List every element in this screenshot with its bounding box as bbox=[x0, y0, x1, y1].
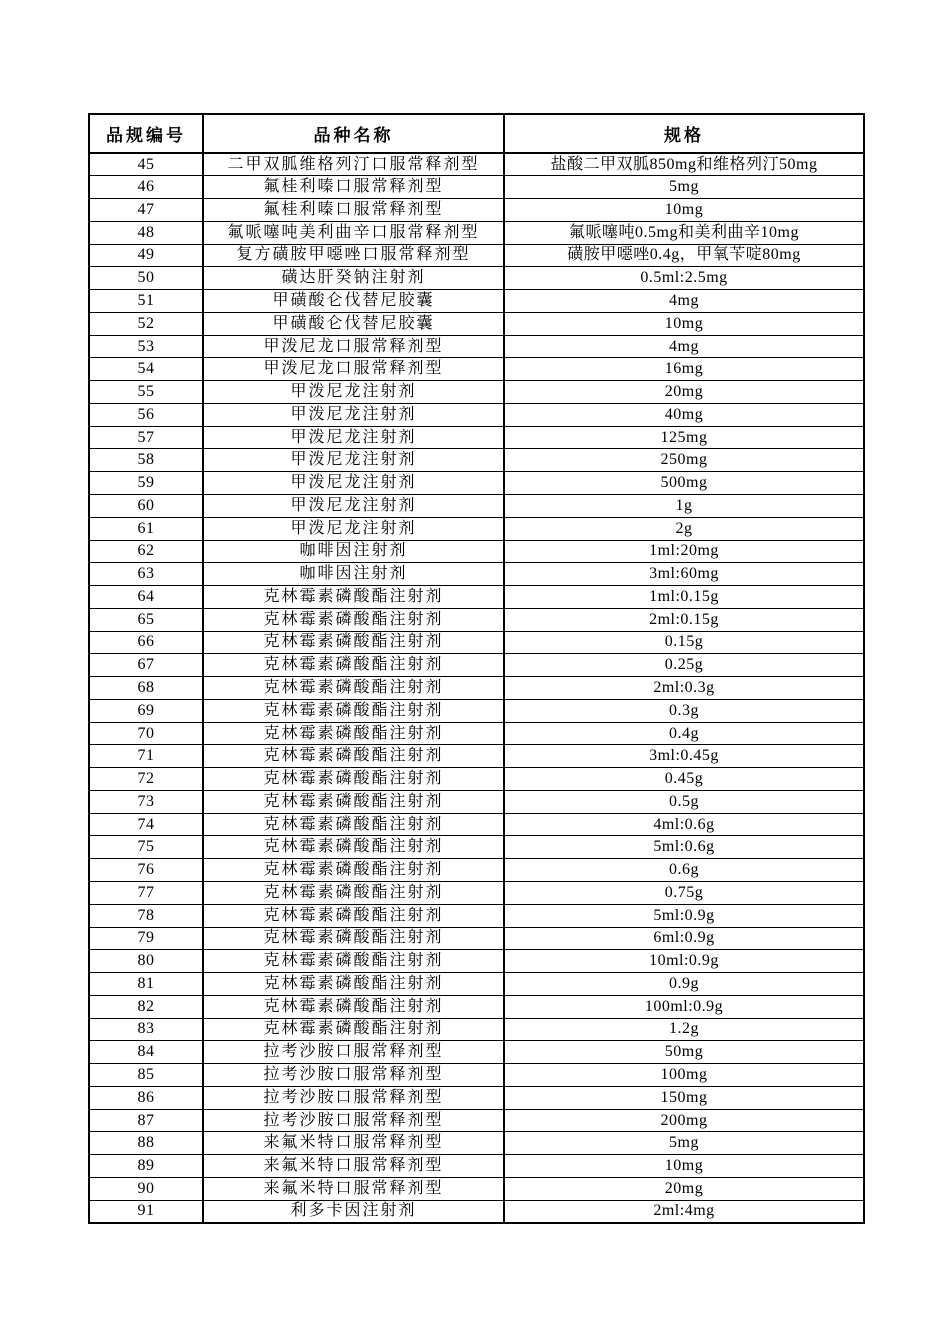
table-header bbox=[89, 114, 864, 153]
table-row bbox=[89, 699, 864, 722]
table-row bbox=[89, 221, 864, 244]
table-row bbox=[89, 768, 864, 791]
table-row bbox=[89, 859, 864, 882]
specification-cell: 4ml:0.6g bbox=[504, 813, 864, 836]
spec-id-cell: 68 bbox=[89, 677, 203, 700]
specification-cell: 0.3g bbox=[504, 699, 864, 722]
table-row bbox=[89, 335, 864, 358]
product-name-cell: 甲泼尼龙注射剂 bbox=[203, 517, 504, 540]
product-name-cell: 克林霉素磷酸酯注射剂 bbox=[203, 722, 504, 745]
table-row bbox=[89, 745, 864, 768]
specification-cell: 6ml:0.9g bbox=[504, 927, 864, 950]
product-name-cell: 甲泼尼龙注射剂 bbox=[203, 426, 504, 449]
table-row bbox=[89, 995, 864, 1018]
product-name-cell: 克林霉素磷酸酯注射剂 bbox=[203, 768, 504, 791]
product-name-cell: 克林霉素磷酸酯注射剂 bbox=[203, 1018, 504, 1041]
specification-cell: 1ml:0.15g bbox=[504, 586, 864, 609]
spec-id-cell: 87 bbox=[89, 1109, 203, 1132]
product-name-cell: 克林霉素磷酸酯注射剂 bbox=[203, 859, 504, 882]
spec-id-cell: 81 bbox=[89, 973, 203, 996]
product-name-cell: 克林霉素磷酸酯注射剂 bbox=[203, 813, 504, 836]
table-row bbox=[89, 517, 864, 540]
product-name-cell: 甲泼尼龙注射剂 bbox=[203, 494, 504, 517]
product-name-cell: 甲泼尼龙注射剂 bbox=[203, 381, 504, 404]
table-row bbox=[89, 836, 864, 859]
table-row bbox=[89, 381, 864, 404]
product-name-cell: 克林霉素磷酸酯注射剂 bbox=[203, 882, 504, 905]
table-row bbox=[89, 290, 864, 313]
spec-id-cell: 47 bbox=[89, 199, 203, 222]
product-name-cell: 甲泼尼龙注射剂 bbox=[203, 472, 504, 495]
specification-cell: 0.25g bbox=[504, 654, 864, 677]
spec-id-cell: 72 bbox=[89, 768, 203, 791]
table-row bbox=[89, 472, 864, 495]
specification-cell: 150mg bbox=[504, 1086, 864, 1109]
table-row bbox=[89, 790, 864, 813]
spec-id-cell: 67 bbox=[89, 654, 203, 677]
table-row bbox=[89, 1132, 864, 1155]
product-name-cell: 克林霉素磷酸酯注射剂 bbox=[203, 586, 504, 609]
spec-id-cell: 53 bbox=[89, 335, 203, 358]
specification-cell: 10mg bbox=[504, 312, 864, 335]
table-row bbox=[89, 494, 864, 517]
product-name-cell: 克林霉素磷酸酯注射剂 bbox=[203, 699, 504, 722]
product-name-cell: 咖啡因注射剂 bbox=[203, 540, 504, 563]
table-row bbox=[89, 312, 864, 335]
specification-cell: 3ml:60mg bbox=[504, 563, 864, 586]
spec-id-cell: 49 bbox=[89, 244, 203, 267]
product-name-cell: 克林霉素磷酸酯注射剂 bbox=[203, 950, 504, 973]
product-name-cell: 拉考沙胺口服常释剂型 bbox=[203, 1086, 504, 1109]
product-name-cell: 克林霉素磷酸酯注射剂 bbox=[203, 631, 504, 654]
specification-cell: 盐酸二甲双胍850mg和维格列汀50mg bbox=[504, 153, 864, 176]
product-name-cell: 复方磺胺甲噁唑口服常释剂型 bbox=[203, 244, 504, 267]
specification-cell: 4mg bbox=[504, 335, 864, 358]
product-name-cell: 克林霉素磷酸酯注射剂 bbox=[203, 790, 504, 813]
table-row bbox=[89, 1018, 864, 1041]
spec-id-cell: 71 bbox=[89, 745, 203, 768]
spec-id-cell: 90 bbox=[89, 1177, 203, 1200]
drug-spec-table bbox=[88, 113, 865, 1224]
product-name-cell: 克林霉素磷酸酯注射剂 bbox=[203, 836, 504, 859]
spec-id-cell: 57 bbox=[89, 426, 203, 449]
specification-cell: 2ml:0.15g bbox=[504, 608, 864, 631]
specification-cell: 0.15g bbox=[504, 631, 864, 654]
product-name-cell: 克林霉素磷酸酯注射剂 bbox=[203, 995, 504, 1018]
spec-id-cell: 76 bbox=[89, 859, 203, 882]
product-name-cell: 来氟米特口服常释剂型 bbox=[203, 1155, 504, 1178]
specification-cell: 100mg bbox=[504, 1064, 864, 1087]
spec-id-cell: 85 bbox=[89, 1064, 203, 1087]
product-name-cell: 甲磺酸仑伐替尼胶囊 bbox=[203, 312, 504, 335]
specification-cell: 0.5g bbox=[504, 790, 864, 813]
table-row bbox=[89, 267, 864, 290]
spec-id-cell: 91 bbox=[89, 1200, 203, 1223]
table-row bbox=[89, 244, 864, 267]
table-row bbox=[89, 608, 864, 631]
table-row bbox=[89, 1041, 864, 1064]
specification-cell: 1.2g bbox=[504, 1018, 864, 1041]
product-name-cell: 甲磺酸仑伐替尼胶囊 bbox=[203, 290, 504, 313]
table-row bbox=[89, 1086, 864, 1109]
specification-cell: 10mg bbox=[504, 1155, 864, 1178]
table-row bbox=[89, 973, 864, 996]
table-row bbox=[89, 1064, 864, 1087]
spec-id-cell: 60 bbox=[89, 494, 203, 517]
product-name-cell: 拉考沙胺口服常释剂型 bbox=[203, 1041, 504, 1064]
specification-cell: 5mg bbox=[504, 176, 864, 199]
product-name-cell: 克林霉素磷酸酯注射剂 bbox=[203, 973, 504, 996]
product-name-cell: 氟桂利嗪口服常释剂型 bbox=[203, 199, 504, 222]
table-row bbox=[89, 153, 864, 176]
table-row bbox=[89, 563, 864, 586]
spec-id-cell: 50 bbox=[89, 267, 203, 290]
spec-id-cell: 59 bbox=[89, 472, 203, 495]
header-row bbox=[89, 114, 864, 153]
specification-cell: 3ml:0.45g bbox=[504, 745, 864, 768]
product-name-cell: 磺达肝癸钠注射剂 bbox=[203, 267, 504, 290]
spec-id-cell: 51 bbox=[89, 290, 203, 313]
specification-cell: 1g bbox=[504, 494, 864, 517]
product-name-cell: 克林霉素磷酸酯注射剂 bbox=[203, 927, 504, 950]
specification-cell: 200mg bbox=[504, 1109, 864, 1132]
table-row bbox=[89, 927, 864, 950]
specification-cell: 氟哌噻吨0.5mg和美利曲辛10mg bbox=[504, 221, 864, 244]
specification-cell: 16mg bbox=[504, 358, 864, 381]
column-header-product-name: 品种名称 bbox=[203, 114, 504, 153]
product-name-cell: 甲泼尼龙口服常释剂型 bbox=[203, 335, 504, 358]
spec-id-cell: 45 bbox=[89, 153, 203, 176]
table-row bbox=[89, 904, 864, 927]
table-row bbox=[89, 1109, 864, 1132]
product-name-cell: 拉考沙胺口服常释剂型 bbox=[203, 1064, 504, 1087]
spec-id-cell: 80 bbox=[89, 950, 203, 973]
specification-cell: 2ml:4mg bbox=[504, 1200, 864, 1223]
specification-cell: 250mg bbox=[504, 449, 864, 472]
product-name-cell: 克林霉素磷酸酯注射剂 bbox=[203, 608, 504, 631]
product-name-cell: 克林霉素磷酸酯注射剂 bbox=[203, 654, 504, 677]
product-name-cell: 甲泼尼龙注射剂 bbox=[203, 403, 504, 426]
specification-cell: 20mg bbox=[504, 381, 864, 404]
table-row bbox=[89, 631, 864, 654]
table-row bbox=[89, 677, 864, 700]
product-name-cell: 二甲双胍维格列汀口服常释剂型 bbox=[203, 153, 504, 176]
spec-id-cell: 74 bbox=[89, 813, 203, 836]
table-row bbox=[89, 722, 864, 745]
spec-id-cell: 77 bbox=[89, 882, 203, 905]
specification-cell: 100ml:0.9g bbox=[504, 995, 864, 1018]
product-name-cell: 氟哌噻吨美利曲辛口服常释剂型 bbox=[203, 221, 504, 244]
spec-id-cell: 63 bbox=[89, 563, 203, 586]
table-row bbox=[89, 882, 864, 905]
product-name-cell: 甲泼尼龙口服常释剂型 bbox=[203, 358, 504, 381]
specification-cell: 5ml:0.6g bbox=[504, 836, 864, 859]
spec-id-cell: 69 bbox=[89, 699, 203, 722]
spec-id-cell: 62 bbox=[89, 540, 203, 563]
table-row bbox=[89, 199, 864, 222]
column-header-spec-id: 品规编号 bbox=[89, 114, 203, 153]
table-row bbox=[89, 176, 864, 199]
spec-id-cell: 65 bbox=[89, 608, 203, 631]
spec-id-cell: 61 bbox=[89, 517, 203, 540]
product-name-cell: 氟桂利嗪口服常释剂型 bbox=[203, 176, 504, 199]
product-name-cell: 拉考沙胺口服常释剂型 bbox=[203, 1109, 504, 1132]
spec-id-cell: 58 bbox=[89, 449, 203, 472]
spec-id-cell: 64 bbox=[89, 586, 203, 609]
product-name-cell: 克林霉素磷酸酯注射剂 bbox=[203, 677, 504, 700]
spec-id-cell: 84 bbox=[89, 1041, 203, 1064]
table-row bbox=[89, 358, 864, 381]
product-name-cell: 来氟米特口服常释剂型 bbox=[203, 1177, 504, 1200]
specification-cell: 500mg bbox=[504, 472, 864, 495]
table-row bbox=[89, 1200, 864, 1223]
product-name-cell: 克林霉素磷酸酯注射剂 bbox=[203, 904, 504, 927]
product-name-cell: 来氟米特口服常释剂型 bbox=[203, 1132, 504, 1155]
specification-cell: 2ml:0.3g bbox=[504, 677, 864, 700]
table-row bbox=[89, 1155, 864, 1178]
specification-cell: 磺胺甲噁唑0.4g，甲氧苄啶80mg bbox=[504, 244, 864, 267]
spec-id-cell: 88 bbox=[89, 1132, 203, 1155]
table-row bbox=[89, 403, 864, 426]
spec-id-cell: 66 bbox=[89, 631, 203, 654]
specification-cell: 5mg bbox=[504, 1132, 864, 1155]
specification-cell: 2g bbox=[504, 517, 864, 540]
column-header-specification: 规格 bbox=[504, 114, 864, 153]
specification-cell: 4mg bbox=[504, 290, 864, 313]
table-body bbox=[89, 153, 864, 1223]
table-row bbox=[89, 950, 864, 973]
specification-cell: 0.5ml:2.5mg bbox=[504, 267, 864, 290]
specification-cell: 50mg bbox=[504, 1041, 864, 1064]
table-row bbox=[89, 1177, 864, 1200]
specification-cell: 0.9g bbox=[504, 973, 864, 996]
spec-id-cell: 79 bbox=[89, 927, 203, 950]
table-row bbox=[89, 813, 864, 836]
product-name-cell: 利多卡因注射剂 bbox=[203, 1200, 504, 1223]
spec-id-cell: 75 bbox=[89, 836, 203, 859]
table-row bbox=[89, 449, 864, 472]
table-row bbox=[89, 426, 864, 449]
spec-id-cell: 82 bbox=[89, 995, 203, 1018]
spec-id-cell: 70 bbox=[89, 722, 203, 745]
product-name-cell: 甲泼尼龙注射剂 bbox=[203, 449, 504, 472]
spec-id-cell: 46 bbox=[89, 176, 203, 199]
spec-id-cell: 52 bbox=[89, 312, 203, 335]
product-name-cell: 咖啡因注射剂 bbox=[203, 563, 504, 586]
spec-id-cell: 78 bbox=[89, 904, 203, 927]
specification-cell: 1ml:20mg bbox=[504, 540, 864, 563]
spec-id-cell: 83 bbox=[89, 1018, 203, 1041]
specification-cell: 0.45g bbox=[504, 768, 864, 791]
spec-id-cell: 56 bbox=[89, 403, 203, 426]
spec-id-cell: 55 bbox=[89, 381, 203, 404]
specification-cell: 10mg bbox=[504, 199, 864, 222]
table-row bbox=[89, 654, 864, 677]
spec-id-cell: 48 bbox=[89, 221, 203, 244]
specification-cell: 0.4g bbox=[504, 722, 864, 745]
table-row bbox=[89, 586, 864, 609]
specification-cell: 20mg bbox=[504, 1177, 864, 1200]
spec-id-cell: 86 bbox=[89, 1086, 203, 1109]
specification-cell: 0.75g bbox=[504, 882, 864, 905]
specification-cell: 5ml:0.9g bbox=[504, 904, 864, 927]
specification-cell: 0.6g bbox=[504, 859, 864, 882]
table-row bbox=[89, 540, 864, 563]
specification-cell: 125mg bbox=[504, 426, 864, 449]
spec-id-cell: 73 bbox=[89, 790, 203, 813]
specification-cell: 40mg bbox=[504, 403, 864, 426]
spec-id-cell: 89 bbox=[89, 1155, 203, 1178]
specification-cell: 10ml:0.9g bbox=[504, 950, 864, 973]
product-name-cell: 克林霉素磷酸酯注射剂 bbox=[203, 745, 504, 768]
spec-id-cell: 54 bbox=[89, 358, 203, 381]
